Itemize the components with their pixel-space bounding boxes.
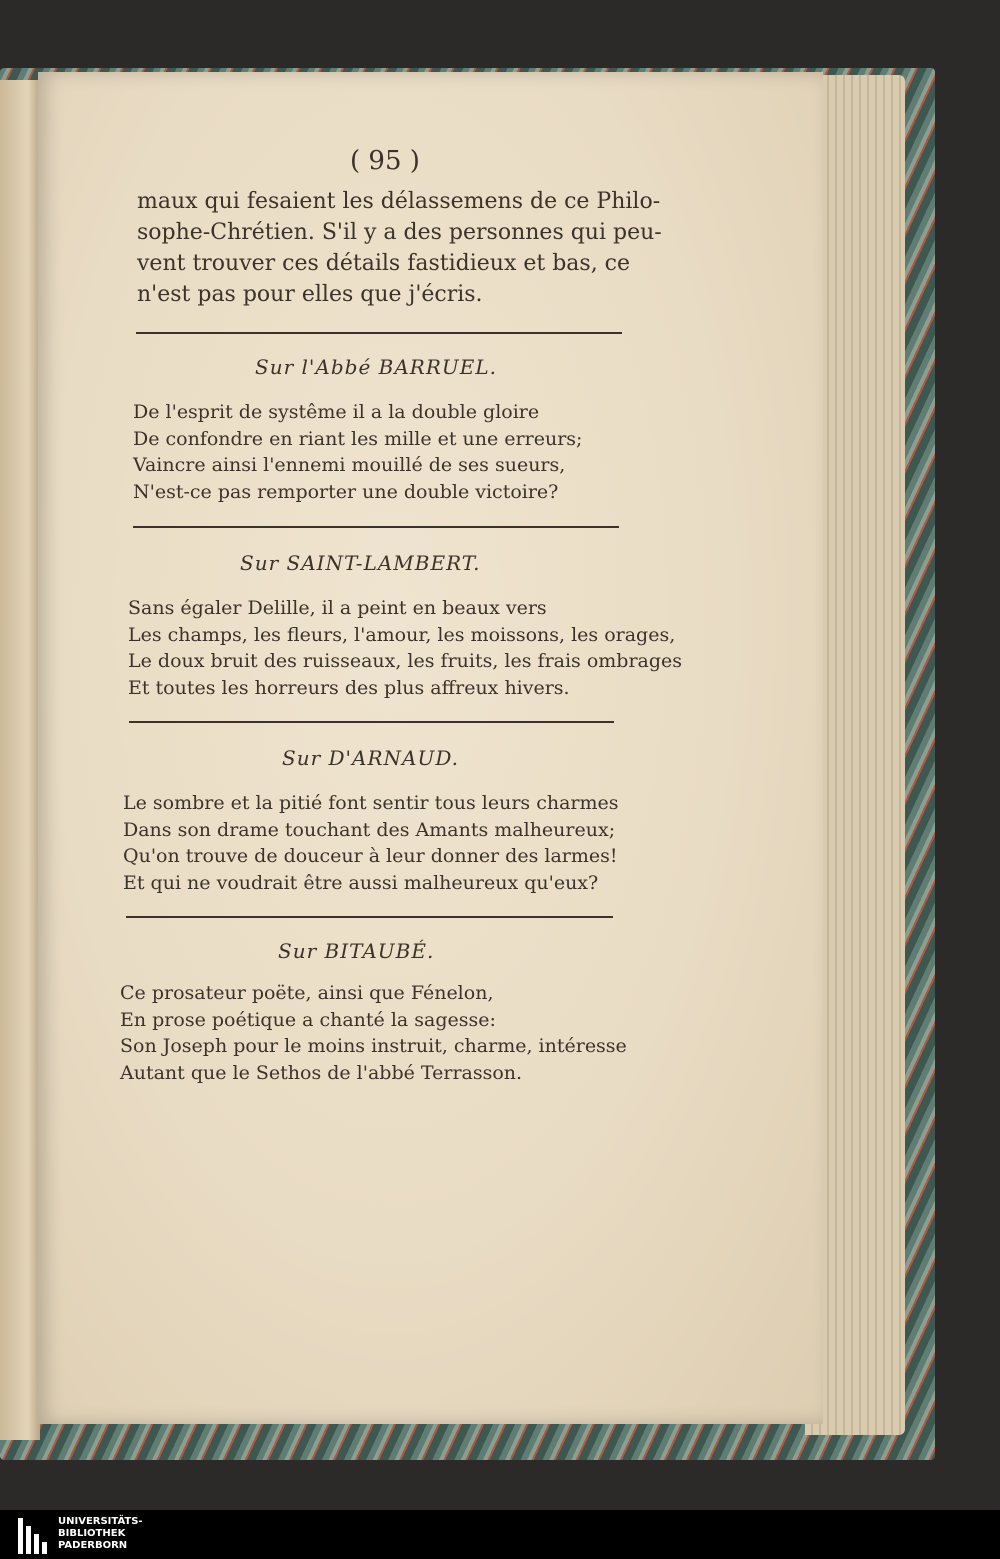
verse-stanza [120, 980, 627, 1086]
verse-line: Le doux bruit des ruisseaux, les fruits, les frais ombrages [128, 650, 683, 672]
verse-line: De confondre en riant les mille et une erreurs; [133, 427, 583, 450]
verse-line: De l'esprit de systême il a la double gloire [133, 401, 540, 423]
section-divider [133, 526, 619, 528]
section-divider [136, 332, 622, 334]
section-heading: Sur l'Abbé BARRUEL. [255, 355, 497, 379]
section-heading: Sur D'ARNAUD. [282, 746, 460, 770]
section-divider [129, 721, 614, 723]
verse-line: Le sombre et la pitié font sentir tous leurs charmes [123, 792, 619, 814]
prose-line: sophe-Chrétien. S'il y a des personnes qui peu- [137, 220, 662, 245]
prose-line: n'est pas pour elles que j'écris. [137, 282, 483, 307]
verse-line: Et toutes les horreurs des plus affreux hivers. [128, 676, 570, 699]
verse-line: Les champs, les fleurs, l'amour, les moissons, les orages, [128, 623, 676, 646]
prose-line: maux qui fesaient les délassemens de ce Philo- [137, 189, 661, 214]
prose-line: vent trouver ces détails fastidieux et bas, ce [137, 251, 631, 276]
section-divider [126, 916, 613, 918]
verse-stanza [123, 790, 619, 896]
library-footer [0, 1510, 1000, 1559]
library-logo-icon [18, 1518, 46, 1554]
verse-line: Sans égaler Delille, il a peint en beaux vers [128, 597, 547, 619]
library-name-line: PADERBORN [58, 1540, 128, 1551]
page-number: ( 95 ) [350, 146, 420, 176]
verse-line: Et qui ne voudrait être aussi malheureux qu'eux? [123, 871, 599, 894]
verse-line: Qu'on trouve de douceur à leur donner des larmes! [123, 845, 618, 867]
library-name-line: UNIVERSITÄTS- [58, 1516, 143, 1527]
prose-paragraph [137, 186, 662, 310]
verse-line: Ce prosateur poëte, ainsi que Fénelon, [120, 982, 494, 1004]
library-name [58, 1516, 143, 1552]
section-heading: Sur BITAUBÉ. [278, 939, 435, 963]
verse-line: Son Joseph pour le moins instruit, charme, intéresse [120, 1035, 627, 1057]
verse-line: Autant que le Sethos de l'abbé Terrasson. [120, 1061, 523, 1084]
verse-line: N'est-ce pas remporter une double victoire? [133, 480, 559, 503]
library-name-line: BIBLIOTHEK [58, 1528, 126, 1539]
left-page-edge [0, 80, 40, 1440]
section-heading: Sur SAINT-LAMBERT. [240, 551, 481, 575]
verse-stanza [133, 399, 582, 505]
verse-line: Dans son drame touchant des Amants malheureux; [123, 818, 616, 841]
verse-stanza [128, 595, 682, 701]
verse-line: Vaincre ainsi l'ennemi mouillé de ses sueurs, [133, 454, 566, 476]
verse-line: En prose poétique a chanté la sagesse: [120, 1008, 496, 1031]
